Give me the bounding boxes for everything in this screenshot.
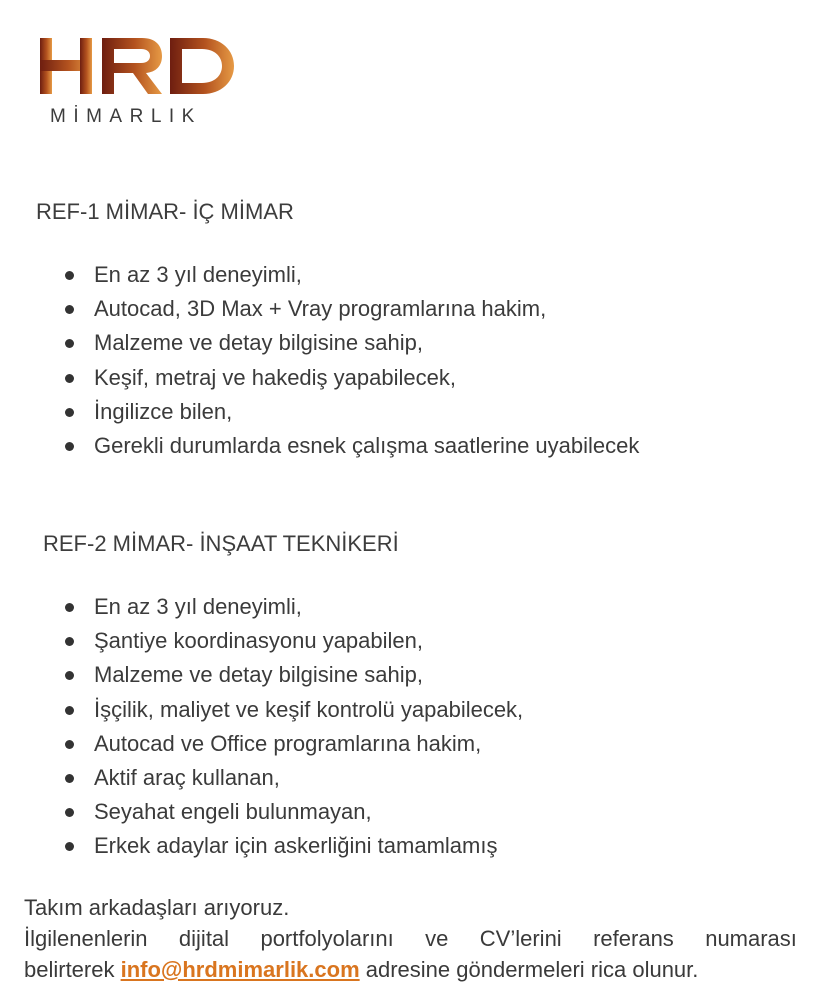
footer-word: portfolyolarını [260,926,394,951]
bullet-icon [65,842,74,851]
list-item [62,693,523,727]
list-item-text: Erkek adaylar için askerliğini tamamlamış [94,833,498,859]
hrd-logo-mark [38,36,238,98]
list-item [62,795,523,829]
list-item [62,361,639,395]
footer-instructions [24,926,797,952]
list-item [62,258,639,292]
footer-word: numarası [705,926,797,951]
list-item [62,292,639,326]
company-logo [38,36,238,136]
logo-subtitle: MİMARLIK [50,106,202,127]
email-link[interactable]: info@hrdmimarlik.com [120,957,360,982]
list-item-text: Malzeme ve detay bilgisine sahip, [94,330,423,356]
bullet-icon [65,671,74,680]
list-item [62,429,639,463]
list-item [62,624,523,658]
list-item [62,590,523,624]
footer-word: dijital [178,926,230,951]
list-item-text: Malzeme ve detay bilgisine sahip, [94,662,423,688]
ref2-title: REF-2 MİMAR- İNŞAAT TEKNİKERİ [43,531,399,556]
list-item-text: Autocad, 3D Max + Vray programlarına hakim, [94,296,547,322]
bullet-icon [65,339,74,348]
list-item-text: İngilizce bilen, [94,398,233,424]
list-item [62,326,639,360]
bullet-icon [65,740,74,749]
list-item [62,727,523,761]
list-item-text: Seyahat engeli bulunmayan, [94,799,372,825]
ref2-requirements-list [62,590,523,864]
list-item [62,829,523,863]
list-item-text: Autocad ve Office programlarına hakim, [94,730,482,756]
list-item-text: En az 3 yıl deneyimli, [94,262,302,287]
list-item-text: Gerekli durumlarda esnek çalışma saatlerine uyabilecek [94,432,640,458]
footer-text-post: adresine göndermeleri rica olunur. [359,957,699,982]
list-item [62,658,523,692]
bullet-icon [65,305,74,314]
list-item [62,395,639,429]
list-item-text: Şantiye koordinasyonu yapabilen, [94,628,424,654]
footer-contact [24,957,797,983]
bullet-icon [65,271,74,280]
bullet-icon [65,442,74,451]
bullet-icon [65,774,74,783]
footer-word: İlgilenenlerin [24,926,148,951]
footer-intro: Takım arkadaşları arıyoruz. [24,895,290,920]
bullet-icon [65,408,74,417]
footer-word: CV’lerini [479,926,562,951]
ref1-title: REF-1 MİMAR- İÇ MİMAR [36,199,294,224]
bullet-icon [65,374,74,383]
list-item-text: Keşif, metraj ve hakediş yapabilecek, [94,364,456,390]
list-item-text: İşçilik, maliyet ve keşif kontrolü yapabilecek, [94,696,524,722]
bullet-icon [65,637,74,646]
footer-word: ve [425,926,449,951]
bullet-icon [65,706,74,715]
list-item-text: En az 3 yıl deneyimli, [94,594,302,619]
bullet-icon [65,603,74,612]
bullet-icon [65,808,74,817]
footer-text-pre: belirterek [24,957,121,982]
ref1-requirements-list [62,258,639,463]
list-item [62,761,523,795]
footer-word: referans [593,926,674,951]
list-item-text: Aktif araç kullanan, [94,764,280,790]
